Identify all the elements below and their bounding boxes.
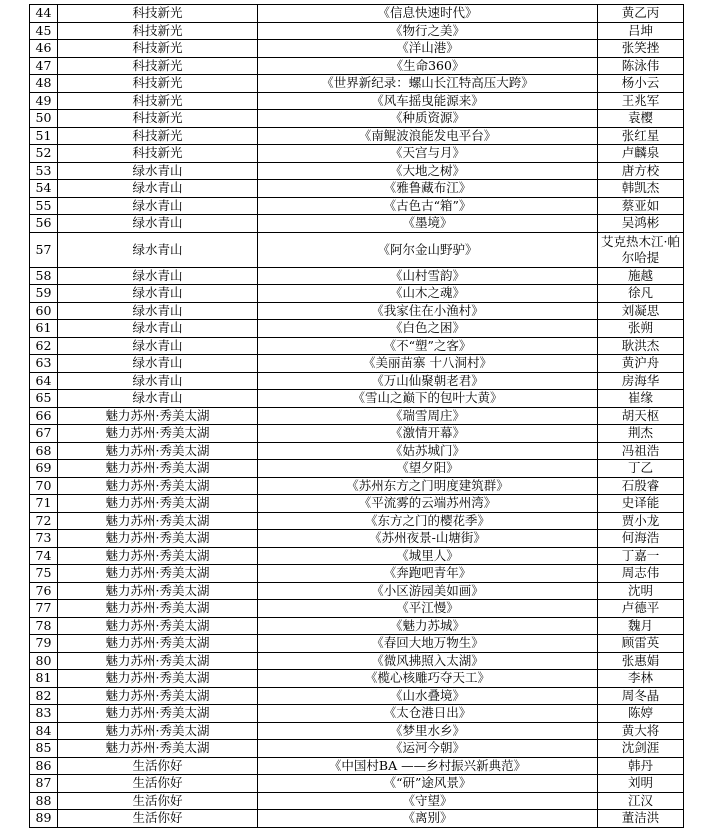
- title-cell: 《梦里水乡》: [258, 722, 598, 740]
- author-cell: 耿洪杰: [598, 337, 684, 355]
- author-cell: 何海浩: [598, 530, 684, 548]
- author-cell: 张惠娟: [598, 652, 684, 670]
- title-cell: 《瑞雪周庄》: [258, 407, 598, 425]
- category-cell: 魅力苏州·秀美太湖: [58, 670, 258, 688]
- row-number-cell: 85: [30, 740, 58, 758]
- author-cell: 沈明: [598, 582, 684, 600]
- row-number-cell: 46: [30, 40, 58, 58]
- category-cell: 魅力苏州·秀美太湖: [58, 460, 258, 478]
- category-cell: 魅力苏州·秀美太湖: [58, 477, 258, 495]
- title-cell: 《我家住在小渔村》: [258, 302, 598, 320]
- category-cell: 魅力苏州·秀美太湖: [58, 425, 258, 443]
- author-cell: 魏月: [598, 617, 684, 635]
- title-cell: 《榄心核雕巧夺天工》: [258, 670, 598, 688]
- author-cell: 荆杰: [598, 425, 684, 443]
- table-row: [30, 530, 684, 548]
- row-number-cell: 55: [30, 197, 58, 215]
- row-number-cell: 72: [30, 512, 58, 530]
- row-number-cell: 77: [30, 600, 58, 618]
- category-cell: 绿水青山: [58, 302, 258, 320]
- row-number-cell: 50: [30, 110, 58, 128]
- category-cell: 科技新光: [58, 127, 258, 145]
- author-cell: 艾克热木江·帕尔哈提: [598, 232, 684, 267]
- category-cell: 魅力苏州·秀美太湖: [58, 687, 258, 705]
- author-cell: 丁乙: [598, 460, 684, 478]
- category-cell: 绿水青山: [58, 285, 258, 303]
- author-cell: 房海华: [598, 372, 684, 390]
- row-number-cell: 59: [30, 285, 58, 303]
- category-cell: 魅力苏州·秀美太湖: [58, 407, 258, 425]
- title-cell: 《大地之树》: [258, 162, 598, 180]
- author-cell: 周志伟: [598, 565, 684, 583]
- author-cell: 李林: [598, 670, 684, 688]
- table-row: [30, 390, 684, 408]
- category-cell: 绿水青山: [58, 267, 258, 285]
- row-number-cell: 62: [30, 337, 58, 355]
- table-row: [30, 617, 684, 635]
- author-cell: 陈婷: [598, 705, 684, 723]
- category-cell: 绿水青山: [58, 215, 258, 233]
- category-cell: 生活你好: [58, 775, 258, 793]
- row-number-cell: 51: [30, 127, 58, 145]
- title-cell: 《苏州夜景-山塘街》: [258, 530, 598, 548]
- title-cell: 《墨境》: [258, 215, 598, 233]
- author-cell: 石殷睿: [598, 477, 684, 495]
- author-cell: 崔缘: [598, 390, 684, 408]
- entries-table-body: [30, 5, 684, 828]
- category-cell: 魅力苏州·秀美太湖: [58, 582, 258, 600]
- title-cell: 《平江慢》: [258, 600, 598, 618]
- table-row: [30, 302, 684, 320]
- title-cell: 《洋山港》: [258, 40, 598, 58]
- title-cell: 《春回大地万物生》: [258, 635, 598, 653]
- table-row: [30, 600, 684, 618]
- table-row: [30, 547, 684, 565]
- author-cell: 杨小云: [598, 75, 684, 93]
- author-cell: 史译能: [598, 495, 684, 513]
- category-cell: 绿水青山: [58, 337, 258, 355]
- title-cell: 《城里人》: [258, 547, 598, 565]
- table-row: [30, 810, 684, 828]
- title-cell: 《古色古“箱”》: [258, 197, 598, 215]
- table-row: [30, 512, 684, 530]
- author-cell: 冯祖浩: [598, 442, 684, 460]
- table-row: [30, 705, 684, 723]
- row-number-cell: 54: [30, 180, 58, 198]
- category-cell: 科技新光: [58, 40, 258, 58]
- author-cell: 沈剑涯: [598, 740, 684, 758]
- table-row: [30, 722, 684, 740]
- title-cell: 《白色之困》: [258, 320, 598, 338]
- title-cell: 《山水叠境》: [258, 687, 598, 705]
- category-cell: 魅力苏州·秀美太湖: [58, 530, 258, 548]
- title-cell: 《微风拂照入太湖》: [258, 652, 598, 670]
- title-cell: 《太仓港日出》: [258, 705, 598, 723]
- row-number-cell: 87: [30, 775, 58, 793]
- category-cell: 科技新光: [58, 92, 258, 110]
- row-number-cell: 64: [30, 372, 58, 390]
- table-row: [30, 215, 684, 233]
- title-cell: 《美丽苗寨 十八洞村》: [258, 355, 598, 373]
- row-number-cell: 89: [30, 810, 58, 828]
- table-row: [30, 355, 684, 373]
- table-row: [30, 285, 684, 303]
- title-cell: 《不“塑”之客》: [258, 337, 598, 355]
- table-row: [30, 75, 684, 93]
- row-number-cell: 53: [30, 162, 58, 180]
- row-number-cell: 84: [30, 722, 58, 740]
- title-cell: 《风车摇曳能源来》: [258, 92, 598, 110]
- author-cell: 张朔: [598, 320, 684, 338]
- title-cell: 《山村雪韵》: [258, 267, 598, 285]
- table-row: [30, 442, 684, 460]
- row-number-cell: 82: [30, 687, 58, 705]
- table-row: [30, 40, 684, 58]
- author-cell: 丁嘉一: [598, 547, 684, 565]
- table-row: [30, 635, 684, 653]
- title-cell: 《姑苏城门》: [258, 442, 598, 460]
- author-cell: 董洁洪: [598, 810, 684, 828]
- title-cell: 《东方之门的樱花季》: [258, 512, 598, 530]
- title-cell: 《信息快速时代》: [258, 5, 598, 23]
- author-cell: 张红星: [598, 127, 684, 145]
- category-cell: 魅力苏州·秀美太湖: [58, 635, 258, 653]
- title-cell: 《离别》: [258, 810, 598, 828]
- author-cell: 黄沪舟: [598, 355, 684, 373]
- author-cell: 蔡亚如: [598, 197, 684, 215]
- title-cell: 《种质资源》: [258, 110, 598, 128]
- table-row: [30, 145, 684, 163]
- category-cell: 魅力苏州·秀美太湖: [58, 652, 258, 670]
- row-number-cell: 58: [30, 267, 58, 285]
- title-cell: 《万山仙聚朝老君》: [258, 372, 598, 390]
- row-number-cell: 68: [30, 442, 58, 460]
- row-number-cell: 44: [30, 5, 58, 23]
- author-cell: 黄大将: [598, 722, 684, 740]
- table-row: [30, 460, 684, 478]
- table-row: [30, 407, 684, 425]
- author-cell: 刘凝思: [598, 302, 684, 320]
- row-number-cell: 49: [30, 92, 58, 110]
- row-number-cell: 74: [30, 547, 58, 565]
- row-number-cell: 83: [30, 705, 58, 723]
- row-number-cell: 65: [30, 390, 58, 408]
- row-number-cell: 73: [30, 530, 58, 548]
- category-cell: 科技新光: [58, 110, 258, 128]
- table-row: [30, 687, 684, 705]
- row-number-cell: 63: [30, 355, 58, 373]
- table-row: [30, 22, 684, 40]
- author-cell: 徐凡: [598, 285, 684, 303]
- table-row: [30, 425, 684, 443]
- row-number-cell: 78: [30, 617, 58, 635]
- table-row: [30, 320, 684, 338]
- title-cell: 《运河今朝》: [258, 740, 598, 758]
- category-cell: 科技新光: [58, 22, 258, 40]
- category-cell: 魅力苏州·秀美太湖: [58, 705, 258, 723]
- title-cell: 《“研”途风景》: [258, 775, 598, 793]
- entries-table: [29, 4, 684, 828]
- author-cell: 吕坤: [598, 22, 684, 40]
- title-cell: 《物行之美》: [258, 22, 598, 40]
- title-cell: 《小区游园美如画》: [258, 582, 598, 600]
- row-number-cell: 75: [30, 565, 58, 583]
- row-number-cell: 48: [30, 75, 58, 93]
- row-number-cell: 71: [30, 495, 58, 513]
- table-row: [30, 495, 684, 513]
- table-row: [30, 652, 684, 670]
- title-cell: 《平流雾的云端苏州湾》: [258, 495, 598, 513]
- category-cell: 魅力苏州·秀美太湖: [58, 547, 258, 565]
- title-cell: 《生命360》: [258, 57, 598, 75]
- row-number-cell: 60: [30, 302, 58, 320]
- table-row: [30, 582, 684, 600]
- row-number-cell: 67: [30, 425, 58, 443]
- table-row: [30, 670, 684, 688]
- title-cell: 《世界新纪录：螺山长江特高压大跨》: [258, 75, 598, 93]
- category-cell: 魅力苏州·秀美太湖: [58, 600, 258, 618]
- category-cell: 绿水青山: [58, 372, 258, 390]
- row-number-cell: 79: [30, 635, 58, 653]
- category-cell: 生活你好: [58, 757, 258, 775]
- author-cell: 王兆军: [598, 92, 684, 110]
- title-cell: 《望夕阳》: [258, 460, 598, 478]
- author-cell: 陈泳伟: [598, 57, 684, 75]
- row-number-cell: 47: [30, 57, 58, 75]
- author-cell: 施越: [598, 267, 684, 285]
- category-cell: 生活你好: [58, 810, 258, 828]
- row-number-cell: 57: [30, 232, 58, 267]
- author-cell: 胡天枢: [598, 407, 684, 425]
- document-page: [29, 4, 683, 828]
- table-row: [30, 110, 684, 128]
- row-number-cell: 76: [30, 582, 58, 600]
- title-cell: 《阿尔金山野驴》: [258, 232, 598, 267]
- author-cell: 韩凯杰: [598, 180, 684, 198]
- category-cell: 绿水青山: [58, 197, 258, 215]
- table-row: [30, 757, 684, 775]
- category-cell: 科技新光: [58, 75, 258, 93]
- author-cell: 韩丹: [598, 757, 684, 775]
- row-number-cell: 52: [30, 145, 58, 163]
- table-row: [30, 372, 684, 390]
- table-row: [30, 740, 684, 758]
- table-row: [30, 162, 684, 180]
- author-cell: 黄乙丙: [598, 5, 684, 23]
- table-row: [30, 775, 684, 793]
- category-cell: 魅力苏州·秀美太湖: [58, 442, 258, 460]
- row-number-cell: 80: [30, 652, 58, 670]
- author-cell: 刘明: [598, 775, 684, 793]
- table-row: [30, 232, 684, 267]
- table-row: [30, 197, 684, 215]
- row-number-cell: 88: [30, 792, 58, 810]
- author-cell: 张笑挫: [598, 40, 684, 58]
- author-cell: 唐方校: [598, 162, 684, 180]
- author-cell: 袁樱: [598, 110, 684, 128]
- title-cell: 《魅力苏城》: [258, 617, 598, 635]
- table-row: [30, 477, 684, 495]
- title-cell: 《南鲲波浪能发电平台》: [258, 127, 598, 145]
- title-cell: 《雅鲁藏布江》: [258, 180, 598, 198]
- category-cell: 魅力苏州·秀美太湖: [58, 722, 258, 740]
- category-cell: 绿水青山: [58, 232, 258, 267]
- author-cell: 周冬晶: [598, 687, 684, 705]
- category-cell: 科技新光: [58, 5, 258, 23]
- category-cell: 科技新光: [58, 57, 258, 75]
- table-row: [30, 127, 684, 145]
- title-cell: 《山木之魂》: [258, 285, 598, 303]
- category-cell: 魅力苏州·秀美太湖: [58, 617, 258, 635]
- table-row: [30, 337, 684, 355]
- table-row: [30, 565, 684, 583]
- category-cell: 魅力苏州·秀美太湖: [58, 740, 258, 758]
- category-cell: 绿水青山: [58, 162, 258, 180]
- row-number-cell: 70: [30, 477, 58, 495]
- category-cell: 生活你好: [58, 792, 258, 810]
- row-number-cell: 45: [30, 22, 58, 40]
- author-cell: 卢麟泉: [598, 145, 684, 163]
- author-cell: 吴鸿彬: [598, 215, 684, 233]
- table-row: [30, 57, 684, 75]
- author-cell: 江汉: [598, 792, 684, 810]
- row-number-cell: 61: [30, 320, 58, 338]
- category-cell: 魅力苏州·秀美太湖: [58, 512, 258, 530]
- category-cell: 绿水青山: [58, 320, 258, 338]
- row-number-cell: 69: [30, 460, 58, 478]
- row-number-cell: 56: [30, 215, 58, 233]
- title-cell: 《激情开幕》: [258, 425, 598, 443]
- category-cell: 魅力苏州·秀美太湖: [58, 565, 258, 583]
- category-cell: 绿水青山: [58, 180, 258, 198]
- row-number-cell: 81: [30, 670, 58, 688]
- category-cell: 科技新光: [58, 145, 258, 163]
- author-cell: 卢德平: [598, 600, 684, 618]
- row-number-cell: 66: [30, 407, 58, 425]
- table-row: [30, 792, 684, 810]
- author-cell: 贾小龙: [598, 512, 684, 530]
- table-row: [30, 92, 684, 110]
- title-cell: 《苏州东方之门明度建筑群》: [258, 477, 598, 495]
- title-cell: 《中国村BA ——乡村振兴新典范》: [258, 757, 598, 775]
- table-row: [30, 267, 684, 285]
- title-cell: 《天宫与月》: [258, 145, 598, 163]
- category-cell: 绿水青山: [58, 390, 258, 408]
- table-row: [30, 180, 684, 198]
- title-cell: 《奔跑吧青年》: [258, 565, 598, 583]
- table-row: [30, 5, 684, 23]
- title-cell: 《雪山之巅下的包叶大黄》: [258, 390, 598, 408]
- category-cell: 魅力苏州·秀美太湖: [58, 495, 258, 513]
- author-cell: 顾雷英: [598, 635, 684, 653]
- row-number-cell: 86: [30, 757, 58, 775]
- title-cell: 《守望》: [258, 792, 598, 810]
- category-cell: 绿水青山: [58, 355, 258, 373]
